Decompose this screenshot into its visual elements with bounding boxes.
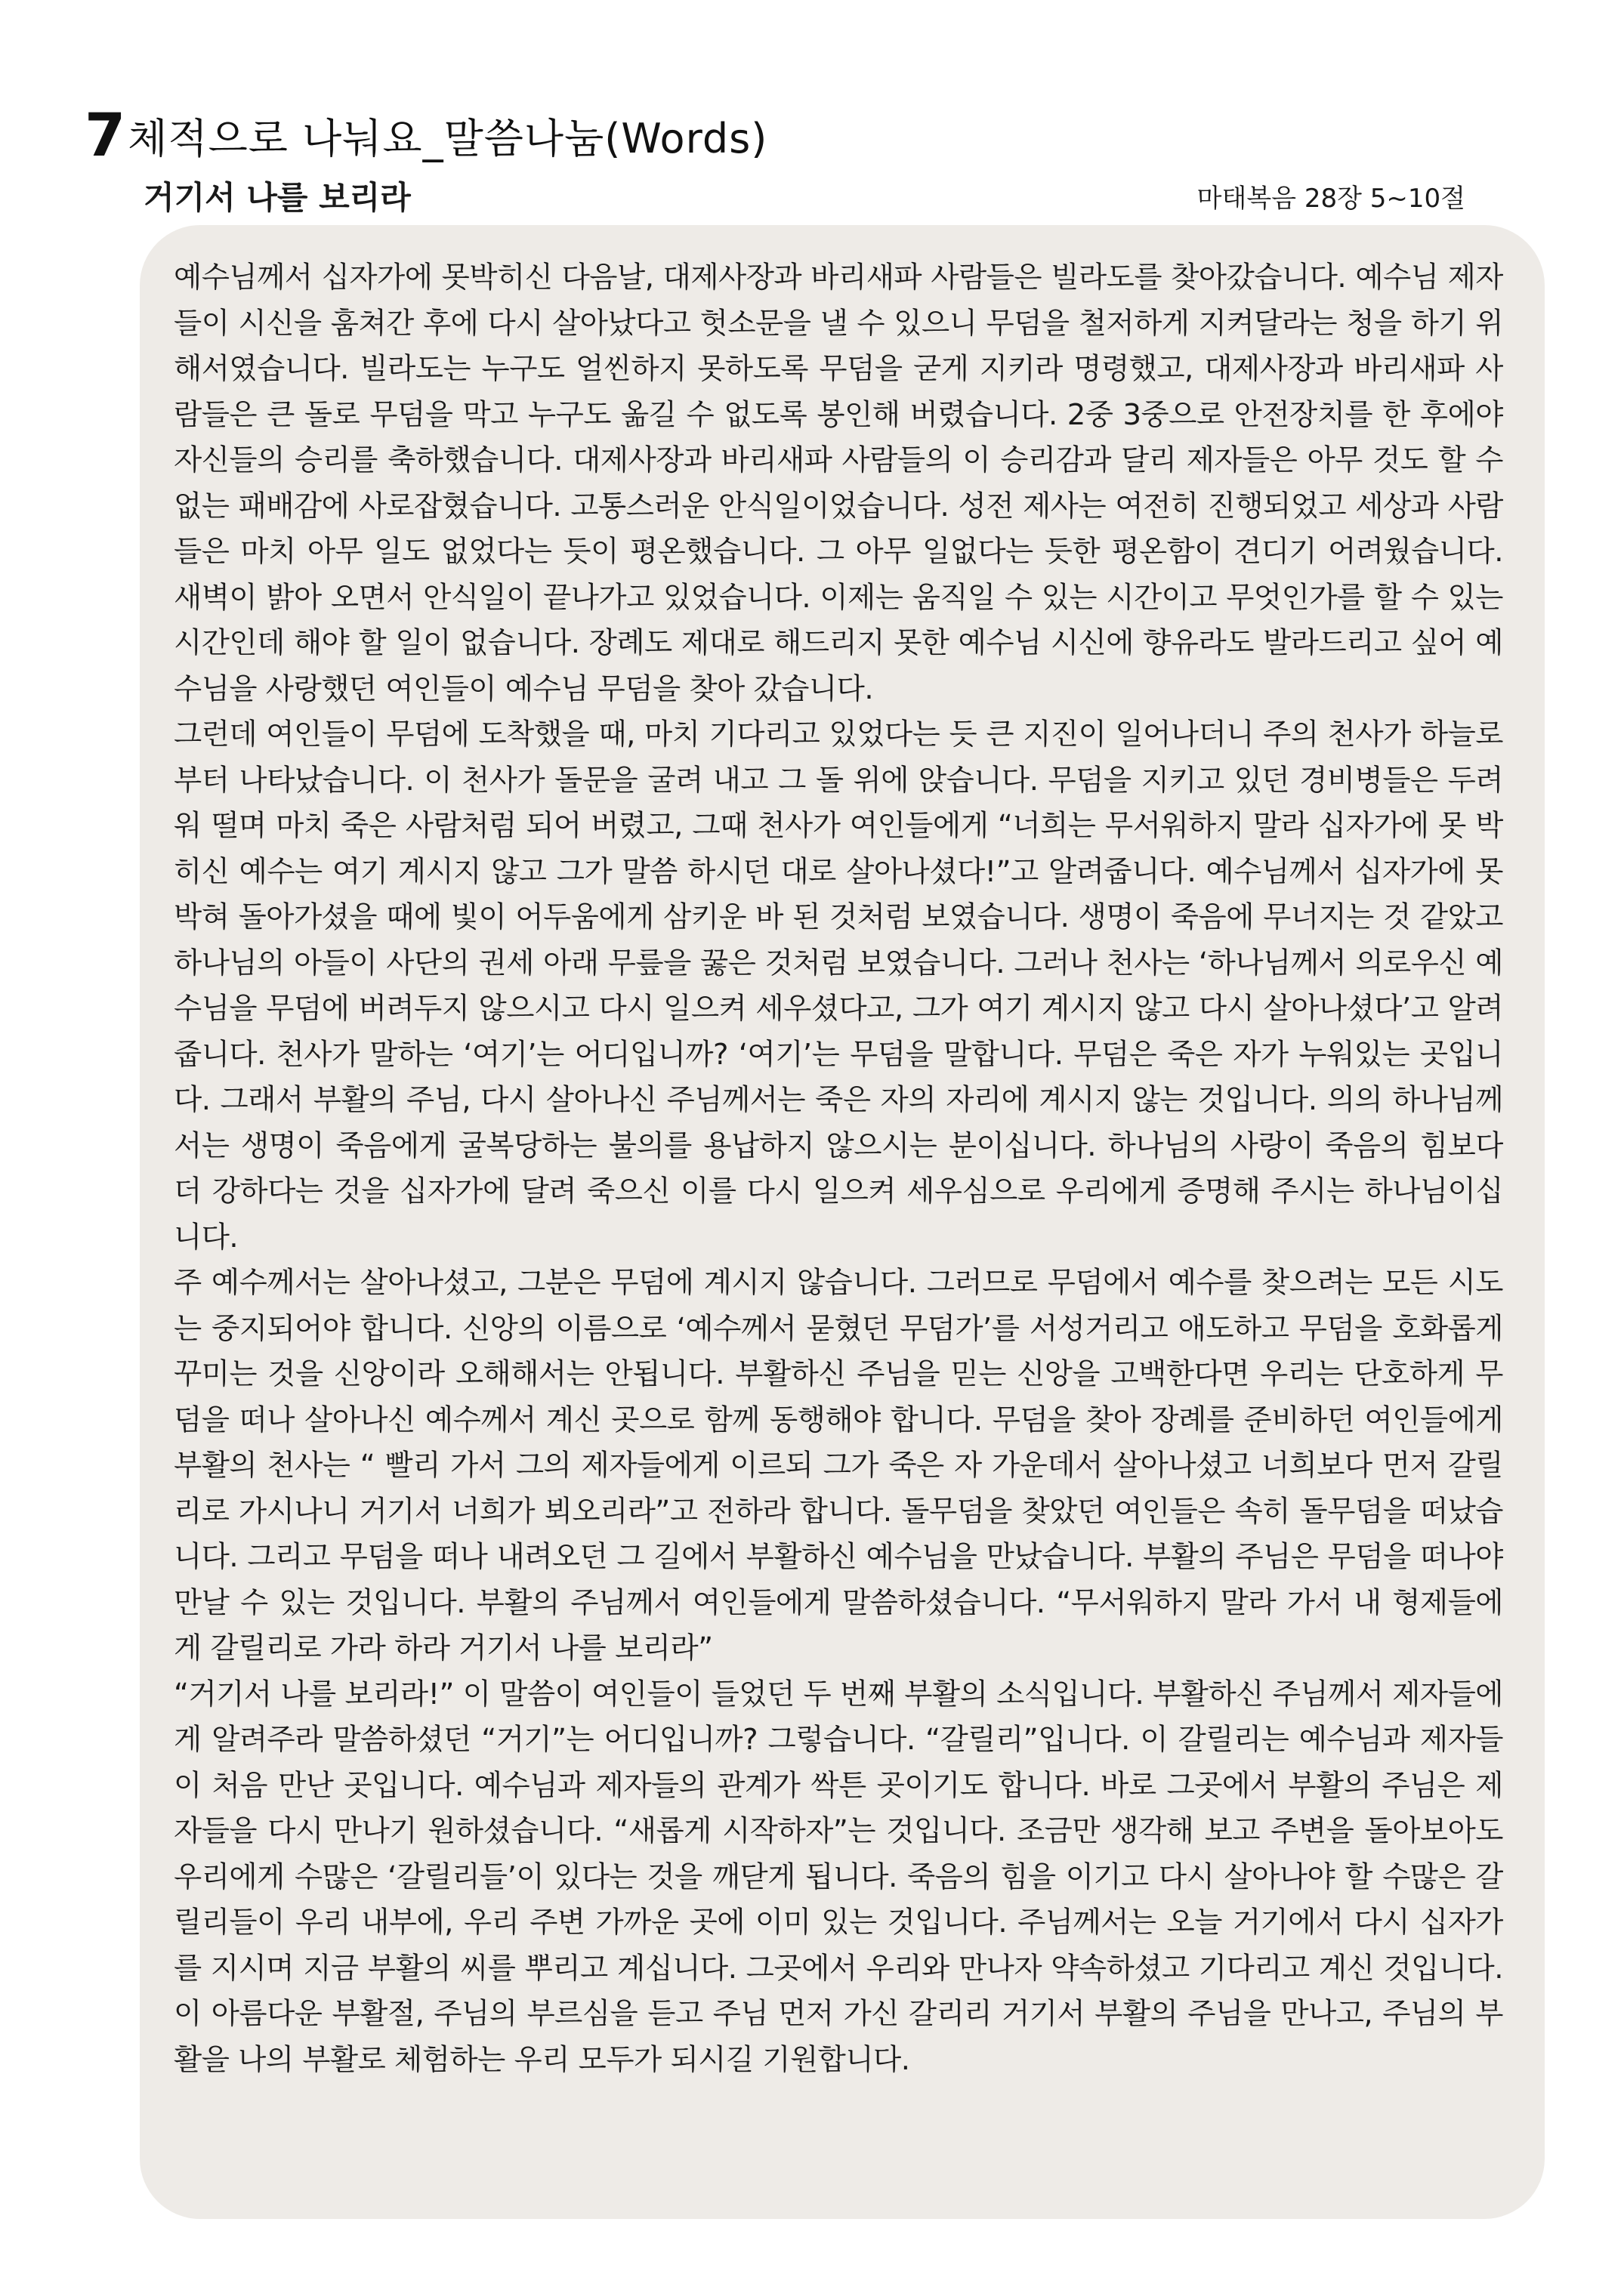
section-header <box>85 98 767 174</box>
sermon-title: 거기서 나를 보리라 <box>144 179 411 216</box>
sermon-body <box>174 255 1503 2174</box>
section-number: 7 <box>85 102 127 170</box>
paragraph: 예수님께서 십자가에 못박히신 다음날, 대제사장과 바리새파 사람들은 빌라도를 찾아갔습니다. 예수님 제자들이 시신을 훔쳐간 후에 다시 살아났다고 헛소문을 낼 수 있으니 무덤을 철저하게 지켜달라는 청을 하기 위해서였습니다. 빌라도는 누구도 얼씬하지 못하도록 무덤을 굳게 지키라 명령했고, 대제사장과 바리새파 사람들은 큰 돌로 무덤을 막고 누구도 옮길 수 없도록 봉인해 버렸습니다. 2중 3중으로 안전장치를 한 후에야 자신들의 승리를 축하했습니다. 대제사장과 바리새파 사람들의 이 승리감과 달리 제자들은 아무 것도 할 수 없는 패배감에 사로잡혔습니다. 고통스러운 안식일이었습니다. 성전 제사는 여전히 진행되었고 세상과 사람들은 마치 아무 일도 없었다는 듯이 평온했습니다. 그 아무 일없다는 듯한 평온함이 견디기 어려웠습니다. 새벽이 밝아 오면서 안식일이 끝나가고 있었습니다. 이제는 움직일 수 있는 시간이고 무엇인가를 할 수 있는 시간인데 해야 할 일이 없습니다. 장례도 제대로 해드리지 못한 예수님 시신에 향유라도 발라드리고 싶어 예수님을 사랑했던 여인들이 예수님 무덤을 찾아 갔습니다. <box>174 261 1503 706</box>
scripture-reference: 마태복음 28장 5~10절 <box>1196 184 1465 214</box>
paragraph: 그런데 여인들이 무덤에 도착했을 때, 마치 기다리고 있었다는 듯 큰 지진이 일어나더니 주의 천사가 하늘로부터 나타났습니다. 이 천사가 돌문을 굴려 내고 그 돌 위에 앉습니다. 무덤을 지키고 있던 경비병들은 두려워 떨며 마치 죽은 사람처럼 되어 버렸고, 그때 천사가 여인들에게 “너희는 무서워하지 말라 십자가에 못 박히신 예수는 여기 계시지 않고 그가 말씀 하시던 대로 살아나셨다!”고 알려줍니다. 예수님께서 십자가에 못박혀 돌아가셨을 때에 빛이 어두움에게 삼키운 바 된 것처럼 보였습니다. 생명이 죽음에 무너지는 것 같았고 하나님의 아들이 사단의 권세 아래 무릎을 꿇은 것처럼 보였습니다. 그러나 천사는 ‘하나님께서 의로우신 예수님을 무덤에 버려두지 않으시고 다시 일으켜 세우셨다고, 그가 여기 계시지 않고 다시 살아나셨다’고 알려 줍니다. 천사가 말하는 ‘여기’는 어디입니까? ‘여기’는 무덤을 말합니다. 무덤은 죽은 자가 누워있는 곳입니다. 그래서 부활의 주님, 다시 살아나신 주님께서는 죽은 자의 자리에 계시지 않는 것입니다. 의의 하나님께서는 생명이 죽음에게 굴복당하는 불의를 용납하지 않으시는 분이십니다. 하나님의 사랑이 죽음의 힘보다 더 강하다는 것을 십자가에 달려 죽으신 이를 다시 일으켜 세우심으로 우리에게 증명해 주시는 하나님이십니다. <box>174 718 1503 1255</box>
section-title: 체적으로 나눠요_말씀나눔(Words) <box>128 115 768 162</box>
paragraph: “거기서 나를 보리라!” 이 말씀이 여인들이 들었던 두 번째 부활의 소식입니다. 부활하신 주님께서 제자들에게 알려주라 말씀하셨던 “거기”는 어디입니까? 그렇습니다. “갈릴리”입니다. 이 갈릴리는 예수님과 제자들이 처음 만난 곳입니다. 예수님과 제자들의 관계가 싹튼 곳이기도 합니다. 바로 그곳에서 부활의 주님은 제자들을 다시 만나기 원하셨습니다. “새롭게 시작하자”는 것입니다. 조금만 생각해 보고 주변을 돌아보아도 우리에게 수많은 ‘갈릴리들’이 있다는 것을 깨닫게 됩니다. 죽음의 힘을 이기고 다시 살아나야 할 수많은 갈릴리들이 우리 내부에, 우리 주변 가까운 곳에 이미 있는 것입니다. 주님께서는 오늘 거기에서 다시 십자가를 지시며 지금 부활의 씨를 뿌리고 계십니다. 그곳에서 우리와 만나자 약속하셨고 기다리고 계신 것입니다. 이 아름다운 부활절, 주님의 부르심을 듣고 주님 먼저 가신 갈리리 거기서 부활의 주님을 만나고, 주님의 부활을 나의 부활로 체험하는 우리 모두가 되시길 기원합니다. <box>174 1677 1503 2077</box>
paragraph: 주 예수께서는 살아나셨고, 그분은 무덤에 계시지 않습니다. 그러므로 무덤에서 예수를 찾으려는 모든 시도는 중지되어야 합니다. 신앙의 이름으로 ‘예수께서 묻혔던 무덤가’를 서성거리고 애도하고 무덤을 호화롭게 꾸미는 것을 신앙이라 오해해서는 안됩니다. 부활하신 주님을 믿는 신앙을 고백한다면 우리는 단호하게 무덤을 떠나 살아나신 예수께서 계신 곳으로 함께 동행해야 합니다. 무덤을 찾아 장례를 준비하던 여인들에게 부활의 천사는 “ 빨리 가서 그의 제자들에게 이르되 그가 죽은 자 가운데서 살아나셨고 너희보다 먼저 갈릴리로 가시나니 거기서 너희가 뵈오리라”고 전하라 합니다. 돌무덤을 찾았던 여인들은 속히 돌무덤을 떠났습니다. 그리고 무덤을 떠나 내려오던 그 길에서 부활하신 예수님을 만났습니다. 부활의 주님은 무덤을 떠나야 만날 수 있는 것입니다. 부활의 주님께서 여인들에게 말씀하셨습니다. “무서워하지 말라 가서 내 형제들에게 갈릴리로 가라 하라 거기서 나를 보리라” <box>174 1266 1503 1665</box>
